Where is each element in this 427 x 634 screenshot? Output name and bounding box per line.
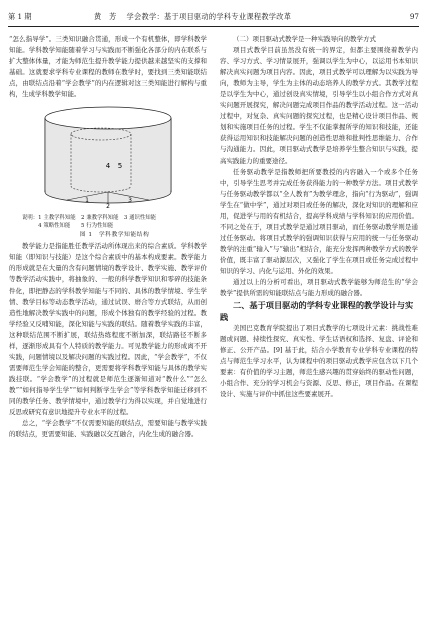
figure-knowledge-structure <box>9 104 207 212</box>
body-paragraph: 总之，“学会教学”不仅需要知能的联结点，需要知能与教学实践的联结点，更需要知能、实践融以交互融合，内化生成的融合器。 <box>9 419 207 439</box>
body-paragraph: 任务驱动教学是指教师把所要教授的内容融入一个或多个任务中，引导学生思考并完成任务获得能力的一种教学方法。项目式教学与任务驱动教学都以“全人教育”为教学理念，指向“行为驱动”，强调学生在“做中学”，通过对项目或任务的解决，深化对知识的理解和应用，促进学与用的有机结合，提高学科成绩与学科知识的应用价值。不同之处在于，项目式教学是通过项目驱动，而任务驱动教学则是通过任务驱动。将项目式教学的强调知识获得与应用的统一与任务驱动教学的注重“输入”与“输出”相结合，能充分发挥两种教学方式的教学价值，既丰富了驱动源层次，又强化了学生在项目或任务完成过程中知识的学习、内化与运用、外化的效果。 <box>220 167 418 275</box>
page-number: 97 <box>409 12 419 21</box>
label-4: 4 <box>105 162 111 171</box>
issue-number: 第 1 期 <box>8 12 32 21</box>
section-heading: 二、基于项目驱动的学科专业课程的教学设计与实践 <box>220 300 414 323</box>
cylinder-diagram <box>9 104 207 212</box>
subsection-heading: （二）项目驱动式教学是一种实践导向的教学方式 <box>233 35 376 43</box>
figure-legend-line-1: 说明：1 主教学科知能 2 兼教学科知能 3 通识性知能 <box>22 215 157 222</box>
body-paragraph: 通过以上的分析可看出，项目驱动式教学能够为师范生的“学会教学”提供所需的知能联结点与能力形成的融合器。 <box>220 278 418 298</box>
header-rule <box>8 26 419 27</box>
label-1: 1 <box>85 197 89 205</box>
header-title: 学会教学：基于项目驱动的学科专业课程教学改革 <box>126 12 292 21</box>
figure-legend-line-2: 4 策略性知能 5 行为性知能 <box>22 223 114 230</box>
body-paragraph: 教学能力是指能胜任教学活动所体现出来的综合素质。学科教学知能（即知识与技能）是这个综合素质中的基本构成要素。教学能力的形成就是在大量的含有问题情境的教学设计、教学实施、教学评价等教学活动实践中，将抽象的、一般的科学教学知识和零碎的技能条件化，即把静态的学科教学知能与不同的、具体的教学情境、学生学情、教学目标等动态教学活动，通过试误、磨合等方式联结，从而创造性地解决教学实践中的问题，形成个体独有的教学经验的过程。教学经验又反哺知能，深化知能与实践的联结。随着教学实践的丰富，这种联结范围不断扩展，联结热练程度不断加深，联结路径不断多样，逐渐形成具有个人特质的教学能力。可见教学能力的形成离不开实践，问题情境以及解决问题的实践过程。因此，“学会教学”，不仅需要师范生学会知能的整合，更需要将学科教学知能与具体的教学实践挂联。“学会教学”的过程就是师范生逐渐知道对“教什么”“怎么教”“如何指导学生学”“如何判断学生学会”等学科教学知能迁移到不同的教学任务、教学情境中，通过教学行为得以实现，并自觉地进行反思或研究有意识地提升专业水平的过程。 <box>9 242 207 417</box>
label-3: 3 <box>128 197 132 205</box>
body-paragraph: 项目式教学目前虽然没有统一的界定，但都主要围绕着教学内容、学习方式、学习情景展开，强调以学生为中心，以运用书本知识解决真实问题为项目内容。因此，项目式教学可以理解为以实践为导向，教师为主导，学生为主体的动态培养人的教学方式。其教学过程是以学生为中心，通过创设真实情境，引导学生以小组合作方式对真实问题开展探究，解决问题完成项目作品的教学活动过程。这一活动过程中，对复杂、真实问题的探究过程，也是精心设计项目作品、规划和实施项目任务的过程。学生不仅能掌握所学的知识和技能，还能获得运用知识和技能解决问题的创造性思维和批判性思维能力、合作与沟通能力。因此，项目驱动式教学是培养学生整合知识与实践，提高实践能力的重要途径。 <box>220 46 418 165</box>
running-header <box>8 10 419 24</box>
right-column <box>220 34 418 400</box>
body-paragraph: “怎么指导学”。三类知识融合贯通，形成一个有机整体，即学科教学知能。学科教学知能随着学习与实践而不断强化各部分的内在联系与扩大整体体量，才能为师范生提升教学能力提供越来越坚实的支撑和基础。这就要求学科专业课程的教师在教学时，要找到三类知能联结点，由联结点沿着“学会教学”的内在逻辑对这三类知能进行解构与重构，生成学科教学知能。 <box>9 35 207 99</box>
figure-caption: 图 1 学科教学知能结构 <box>79 232 150 239</box>
label-5: 5 <box>117 162 123 171</box>
header-author: 黄 芳 <box>94 12 117 21</box>
left-column <box>9 34 207 440</box>
body-paragraph: 美国巴克教育学院提出了项目式教学的七项设计元素：挑战性难题或问题、持续性探究、真实性、学生话语权和选择、复盘、评论和修正、公开产品。[9] 基于此，结合小学教育专业学科专业课程的特点与师范生学习水平，认为课程中的项目驱动式教学应包含以下几个要素：有价值的学习主题，师范生感兴趣的贯穿始终的驱动性问题，小组合作、充分的学习机会与资源、反思、修正，项目作品。在课程设计、实施与评价中抓住这些要素展开。 <box>220 324 418 399</box>
label-2: 2 <box>106 203 110 211</box>
running-title <box>94 10 291 24</box>
